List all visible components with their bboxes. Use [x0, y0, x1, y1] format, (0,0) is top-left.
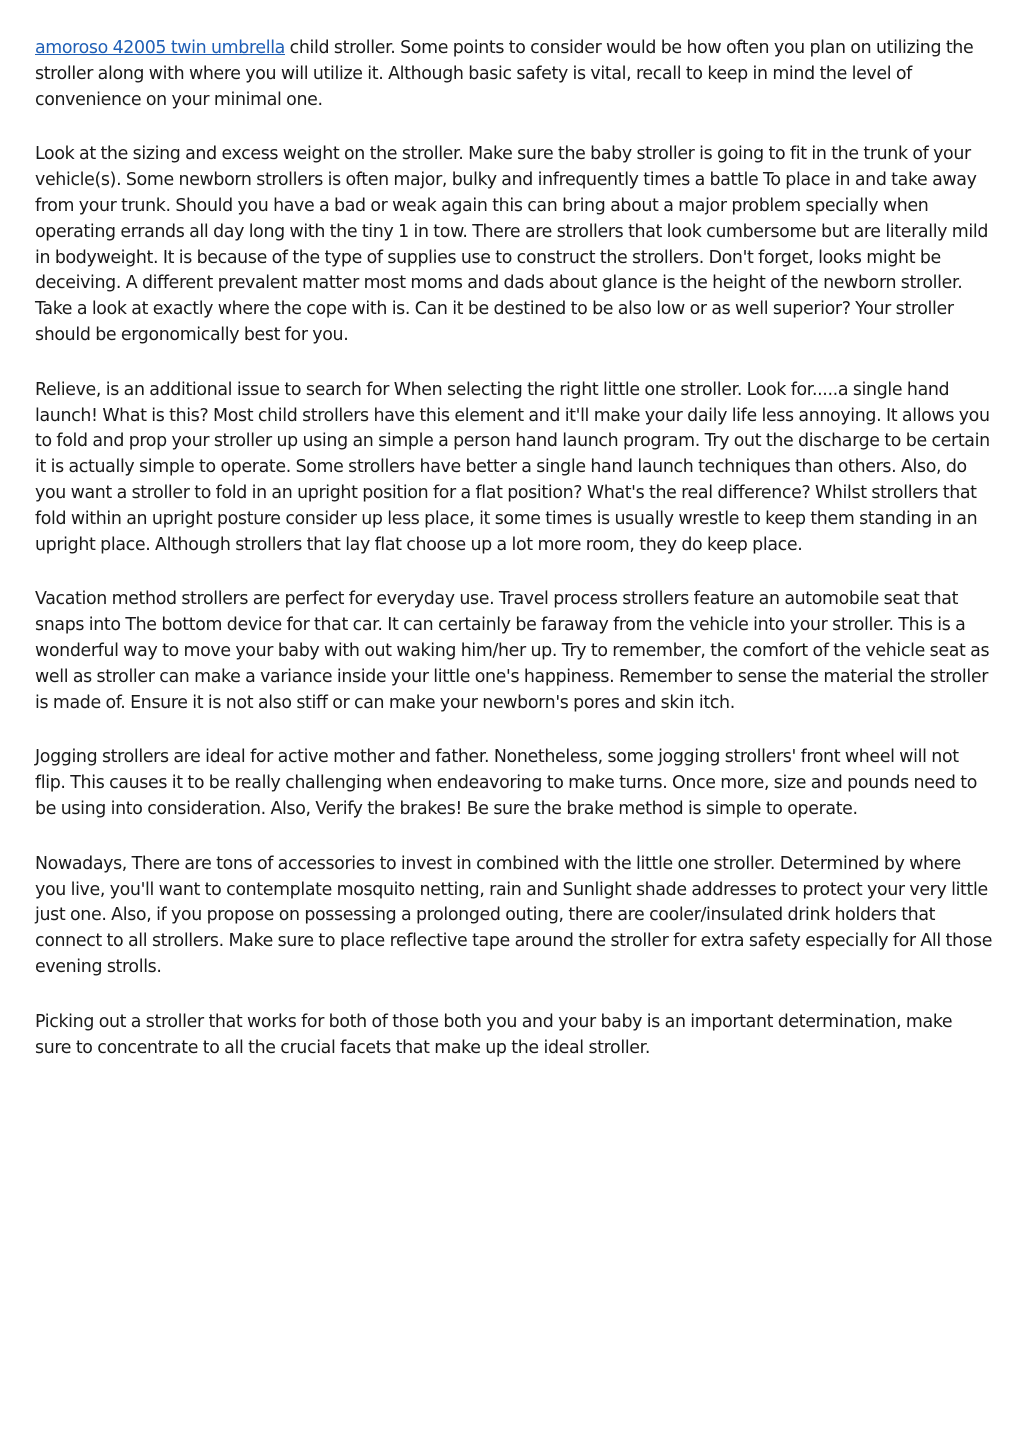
product-link[interactable]: amoroso 42005 twin umbrella: [35, 38, 285, 58]
paragraph-conclusion: Picking out a stroller that works for both of those both you and your baby is an important determination, make sure to concentrate to all the crucial facets that make up the ideal stroller.: [35, 1011, 953, 1058]
paragraph-jogging: Jogging strollers are ideal for active mother and father. Nonetheless, some jogging strollers' front wheel will not flip. This causes it to be really challenging when endeavoring to make turns. Once more, size and pounds need to be using into consideration. Also, Verify the brakes! Be sure the brake method is simple to operate.: [35, 747, 978, 819]
paragraph-travel-system: Vacation method strollers are perfect for everyday use. Travel process strollers feature an automobile seat that snaps into The bottom device for that car. It can certainly be faraway from the vehicle into your stroller. This is a wonderful way to move your baby with out waking him/her up. Try to remember, the comfort of the vehicle seat as well as stroller can make a variance inside your little one's happiness. Remember to sense the material the stroller is made of. Ensure it is not also stiff or can make your newborn's pores and skin itch.: [35, 589, 990, 713]
intro-text: child stroller. Some points to consider would be how often you plan on utilizing the stroller along with where you will utilize it. Although basic safety is vital, recall to keep in mind the level of convenience on your minimal one.: [35, 38, 974, 110]
paragraph-accessories: Nowadays, There are tons of accessories to invest in combined with the little one stroller. Determined by where you live, you'll want to contemplate mosquito netting, rain and Sunlight shade addresses to protect your very little just one. Also, if you propose on possessing a prolonged outing, there are cooler/insulated drink holders that connect to all strollers. Make sure to place reflective tape around the stroller for extra safety especially for All those evening strolls.: [35, 853, 993, 977]
paragraph-intro: [35, 36, 993, 113]
paragraph-size-weight: Look at the sizing and excess weight on the stroller. Make sure the baby stroller is going to fit in the trunk of your vehicle(s). Some newborn strollers is often major, bulky and infrequently times a battle To place in and take away from your trunk. Should you have a bad or weak again this can bring about a major problem specially when operating errands all day long with the tiny 1 in tow. There are strollers that look cumbersome but are literally mild in bodyweight. It is because of the type of supplies use to construct the strollers. Don't forget, looks might be deceiving. A different prevalent matter most moms and dads about glance is the height of the newborn stroller. Take a look at exactly where the cope with is. Can it be destined to be also low or as well superior? Your stroller should be ergonomically best for you.: [35, 144, 989, 345]
paragraph-ease-fold: Relieve, is an additional issue to search for When selecting the right little one stroller. Look for.....a single hand launch! What is this? Most child strollers have this element and it'll make your daily life less annoying. It allows you to fold and prop your stroller up using an simple a person hand launch program. Try out the discharge to be certain it is actually simple to operate. Some strollers have better a single hand launch techniques than others. Also, do you want a stroller to fold in an upright position for a flat position? What's the real difference? Whilst strollers that fold within an upright posture consider up less place, it some times is usually wrestle to keep them standing in an upright place. Although strollers that lay flat choose up a lot more room, they do keep place.: [35, 379, 990, 555]
document-body: [35, 36, 993, 1090]
